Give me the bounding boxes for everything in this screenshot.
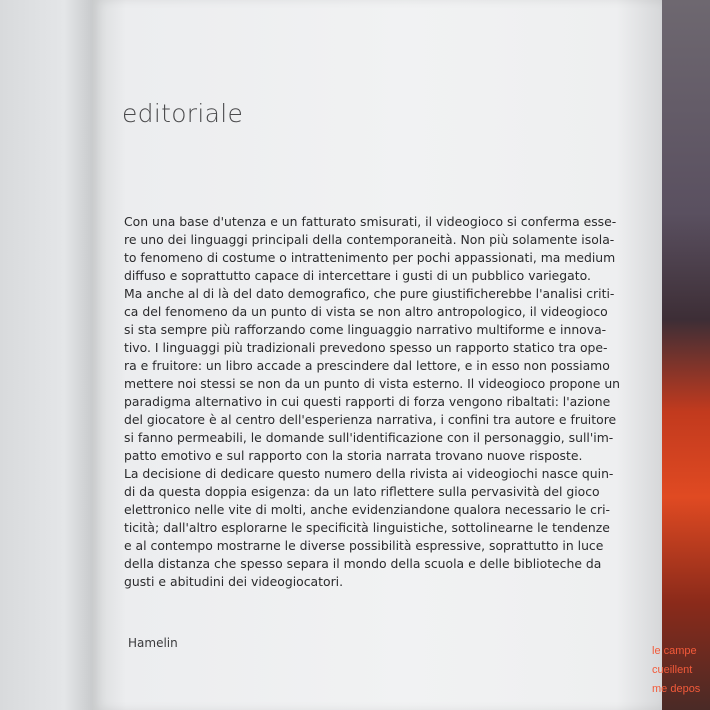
editorial-body	[124, 213, 624, 591]
body-line: ticità; dall'altro esplorarne le specificità linguistiche, sottolinearne le tendenze	[124, 520, 610, 535]
body-line: della distanza che spesso separa il mondo della scuola e delle biblioteche da	[124, 556, 602, 571]
body-line: ra e fruitore: un libro accade a prescindere dal lettore, e in esso non possiamo	[124, 358, 610, 373]
body-line: patto emotivo e sul rapporto con la storia narrata trovano nuove risposte.	[124, 448, 583, 463]
body-line: re uno dei linguaggi principali della contemporaneità. Non più solamente isola-	[124, 232, 615, 247]
body-line: si sta sempre più rafforzando come linguaggio narrativo multiforme e innova-	[124, 322, 607, 337]
body-line: mettere noi stessi se non da un punto di vista esterno. Il videogioco propone un	[124, 376, 621, 391]
signature: Hamelin	[128, 636, 178, 650]
body-line: e al contempo mostrarne le diverse possibilità espressive, soprattutto in luce	[124, 538, 604, 553]
right-text-line: le campe	[652, 645, 697, 657]
facing-page-left	[0, 0, 92, 710]
page-title: editoriale	[122, 99, 244, 128]
body-line: La decisione di dedicare questo numero della rivista ai videogiochi nasce quin-	[124, 466, 614, 481]
facing-page-right-text	[652, 642, 710, 699]
body-line: di da questa doppia esigenza: da un lato riflettere sulla pervasività del gioco	[124, 484, 600, 499]
body-line: ca del fenomeno da un punto di vista se non altro antropologico, il videogioco	[124, 304, 608, 319]
body-line: tivo. I linguaggi più tradizionali prevedono spesso un rapporto statico tra ope-	[124, 340, 608, 355]
body-line: diffuso e soprattutto capace di intercettare i gusti di un pubblico variegato.	[124, 268, 591, 283]
body-line: paradigma alternativo in cui questi rapporti di forza vengono ribaltati: l'azione	[124, 394, 611, 409]
facing-page-right-image	[662, 0, 710, 710]
body-line: Ma anche al di là del dato demografico, che pure giustificherebbe l'analisi criti-	[124, 286, 615, 301]
right-text-line: me depos	[652, 683, 701, 695]
body-line: Con una base d'utenza e un fatturato smisurati, il videogioco si conferma esse-	[124, 214, 617, 229]
right-text-line: cueillent	[652, 664, 693, 676]
body-line: to fenomeno di costume o intrattenimento per pochi appassionati, ma medium	[124, 250, 616, 265]
body-line: elettronico nelle vite di molti, anche evidenziandone qualora necessario le cri-	[124, 502, 610, 517]
body-line: gusti e abitudini dei videogiocatori.	[124, 574, 344, 589]
body-line: del giocatore è al centro dell'esperienza narrativa, i confini tra autore e fruitore	[124, 412, 617, 427]
body-line: si fanno permeabili, le domande sull'identificazione con il personaggio, sull'im-	[124, 430, 614, 445]
